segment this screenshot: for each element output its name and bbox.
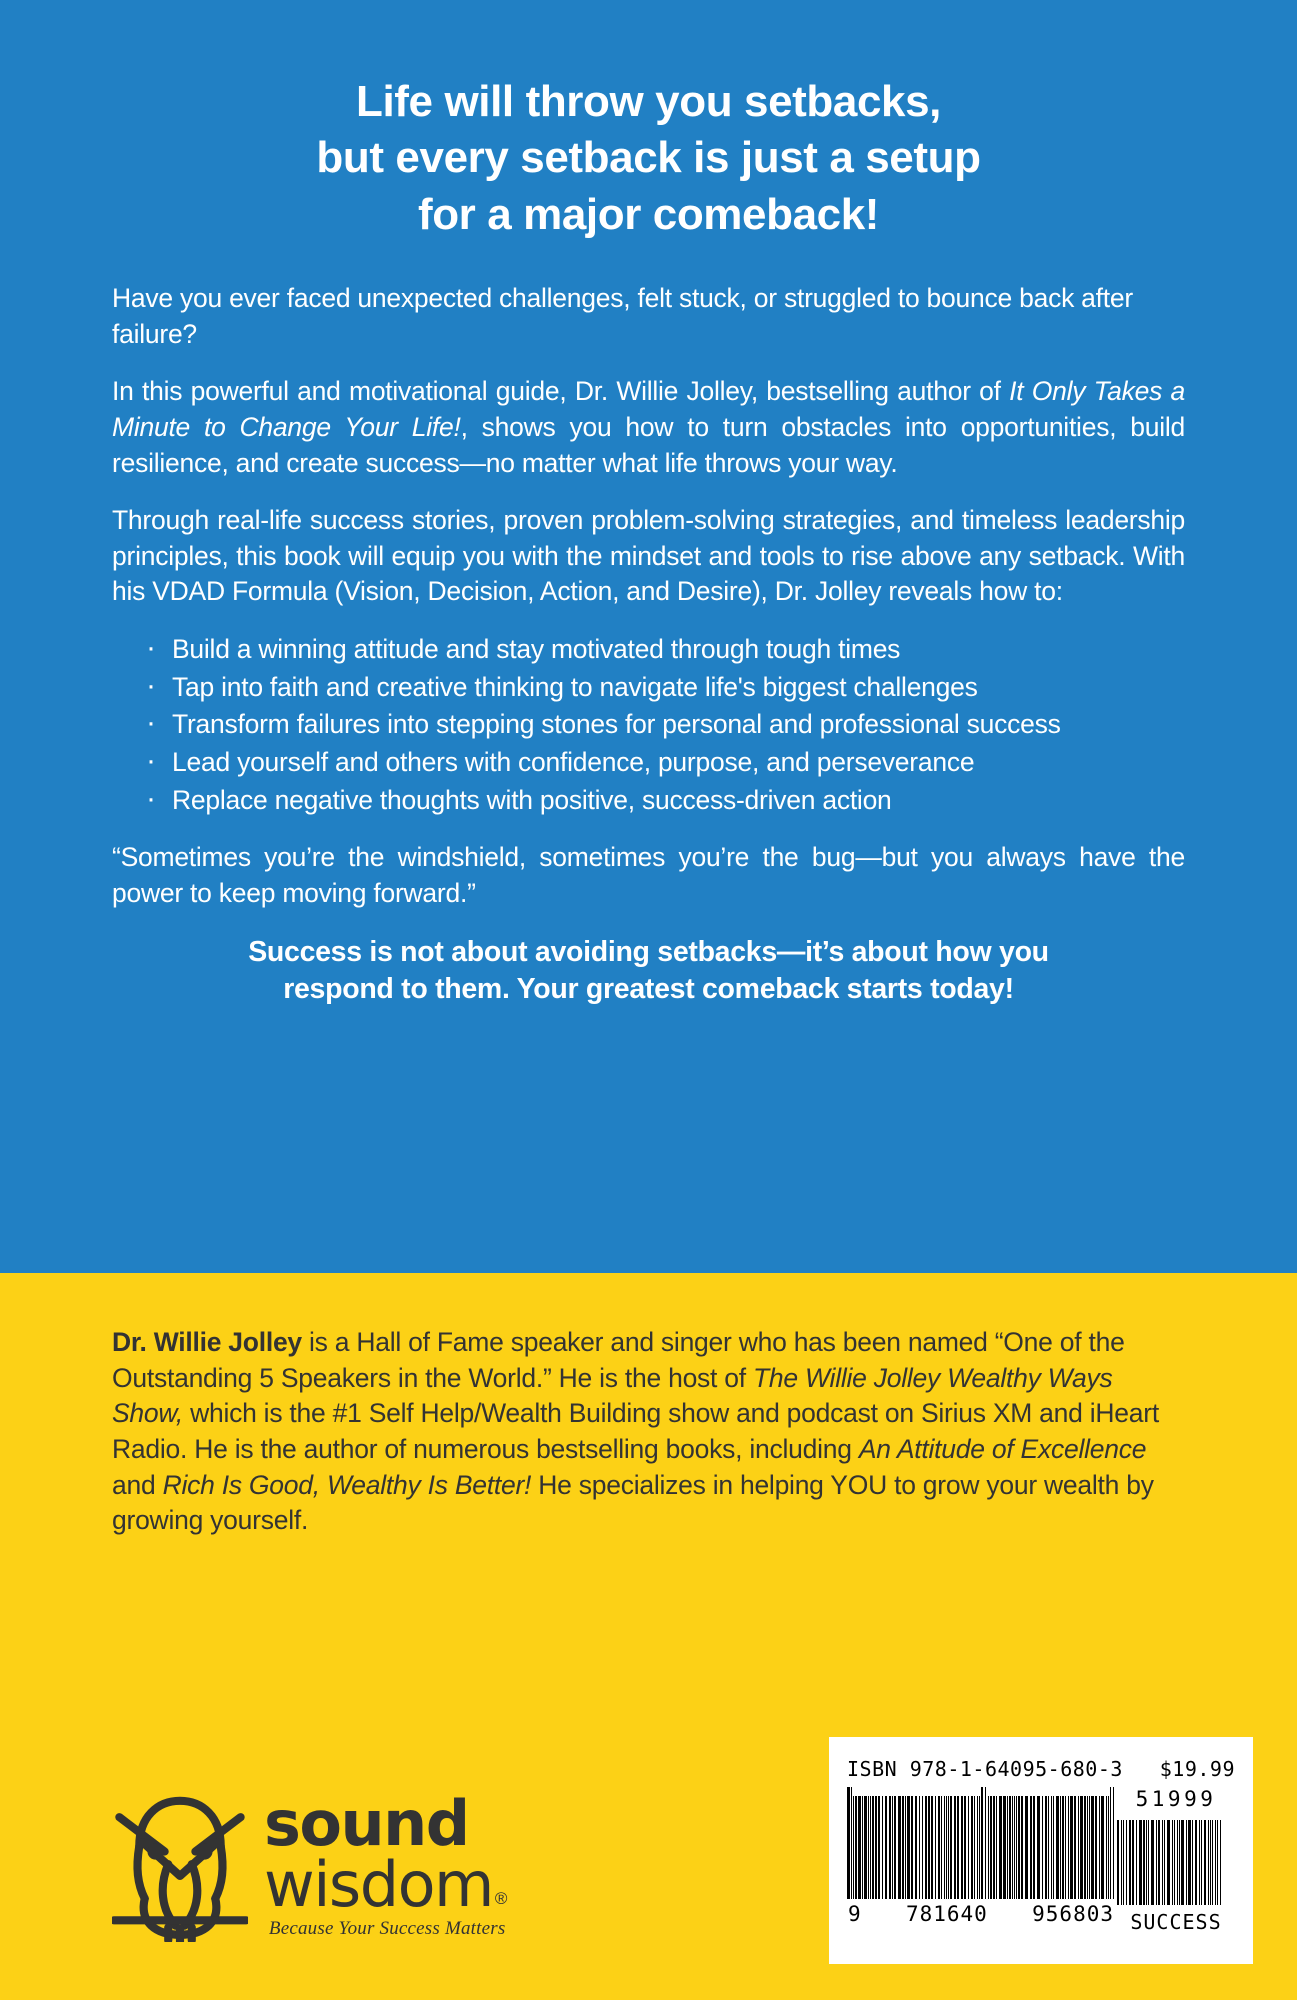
marketing-copy xyxy=(112,281,1185,1009)
list-item: · Transform failures into stepping stones for personal and professional success xyxy=(140,707,1177,743)
owl-icon xyxy=(112,1790,248,1942)
author-bio xyxy=(112,1325,1185,1539)
author-name: Dr. Willie Jolley xyxy=(112,1327,302,1357)
closing-line-1: Success is not about avoiding setbacks—it’s about how you xyxy=(248,935,1049,968)
isbn-label: ISBN 978-1-64095-680-3 xyxy=(847,1757,1123,1781)
barcode-graphics xyxy=(847,1787,1235,1934)
headline-line-2: but every setback is just a setup xyxy=(316,133,981,183)
pull-quote: “Sometimes you’re the windshield, sometimes you’re the bug—but you always have the power to keep moving forward.” xyxy=(112,842,1185,908)
owl-eye-left xyxy=(147,1843,163,1859)
list-item: · Lead yourself and others with confidence, purpose, and perseverance xyxy=(140,745,1177,781)
book-title-2: Rich Is Good, Wealthy Is Better! xyxy=(162,1469,532,1500)
closing-statement xyxy=(112,934,1185,1009)
owl-eye-right xyxy=(196,1843,212,1859)
ean13-bars xyxy=(847,1787,1115,1899)
book-title-1: An Attitude of Excellence xyxy=(858,1433,1147,1464)
publisher-wordmark xyxy=(264,1787,508,1942)
headline-line-1: Life will throw you setbacks, xyxy=(356,77,941,126)
bisac-category-label: SUCCESS xyxy=(1130,1910,1222,1934)
bio-segment-3: and xyxy=(112,1469,163,1500)
publisher-tagline: Because Your Success Matters xyxy=(268,1918,506,1939)
price-addon-barcode xyxy=(1117,1787,1235,1934)
publisher-name-wisdom: wisdom xyxy=(264,1848,493,1921)
paragraph-vdad: Through real-life success stories, proven problem-solving strategies, and timeless leadership principles, this book will equip you with the mindset and tools to rise above any setback. With his VDAD Formula (Vision, Decision, Action, and Desire), Dr. Jolley reveals how to: xyxy=(112,505,1185,607)
ean13-barcode xyxy=(847,1787,1115,1926)
publisher-name-wisdom-row xyxy=(264,1848,508,1921)
show-title: The Willie Jolley Wealthy Ways Show, xyxy=(112,1362,1113,1429)
list-item: · Tap into faith and creative thinking to navigate life's biggest challenges xyxy=(140,670,1177,706)
addon-bars xyxy=(1117,1813,1235,1905)
addon-digits: 51999 xyxy=(1135,1787,1217,1811)
cover-footer xyxy=(0,1670,1297,2000)
headline-line-3: for a major comeback! xyxy=(417,189,880,239)
list-item: · Build a winning attitude and stay motivated through tough times xyxy=(140,632,1177,668)
barcode-header xyxy=(847,1757,1235,1781)
publisher-name-sound: sound xyxy=(264,1787,469,1861)
page-title xyxy=(112,74,1185,243)
price-label: $19.99 xyxy=(1159,1757,1235,1781)
yellow-author-panel xyxy=(0,1273,1297,2000)
publisher-logo xyxy=(112,1787,508,1942)
ean13-digits xyxy=(847,1902,1115,1926)
ean-digit-group-2: 781640 xyxy=(905,1902,988,1926)
paragraph-author-intro xyxy=(112,374,1185,481)
barcode-block xyxy=(829,1737,1253,1964)
paragraph-author-intro-part1: In this powerful and motivational guide, Dr. Willie Jolley, bestselling author of xyxy=(112,376,1010,407)
ean-digit-group-1: 9 xyxy=(848,1902,862,1926)
referenced-book-title: It Only Takes a Minute to Change Your Life! xyxy=(112,376,1185,442)
registered-trademark-icon: ® xyxy=(494,1889,508,1908)
ean-digit-group-3: 956803 xyxy=(1032,1902,1114,1926)
list-item: · Replace negative thoughts with positive, success-driven action xyxy=(140,783,1177,819)
bio-segment-2: which is the #1 Self Help/Wealth Building show and podcast on Sirius XM and iHeart Radio. He is the author of numerous bestselling books, including xyxy=(112,1398,1159,1464)
bio-segment-1: is a Hall of Fame speaker and singer who has been named “One of the Outstanding 5 Speakers in the World.” He is the host of xyxy=(112,1327,1125,1393)
benefits-list xyxy=(112,632,1185,818)
paragraph-hook: Have you ever faced unexpected challenges, felt stuck, or struggled to bounce back after failure? xyxy=(112,282,1133,349)
bio-segment-4: He specializes in helping YOU to grow your wealth by growing yourself. xyxy=(112,1469,1154,1536)
paragraph-author-intro-part2: , shows you how to turn obstacles into opportunities, build resilience, and create success—no matter what life throws your way. xyxy=(112,411,1185,478)
closing-line-2: respond to them. Your greatest comeback starts today! xyxy=(283,973,1014,1006)
